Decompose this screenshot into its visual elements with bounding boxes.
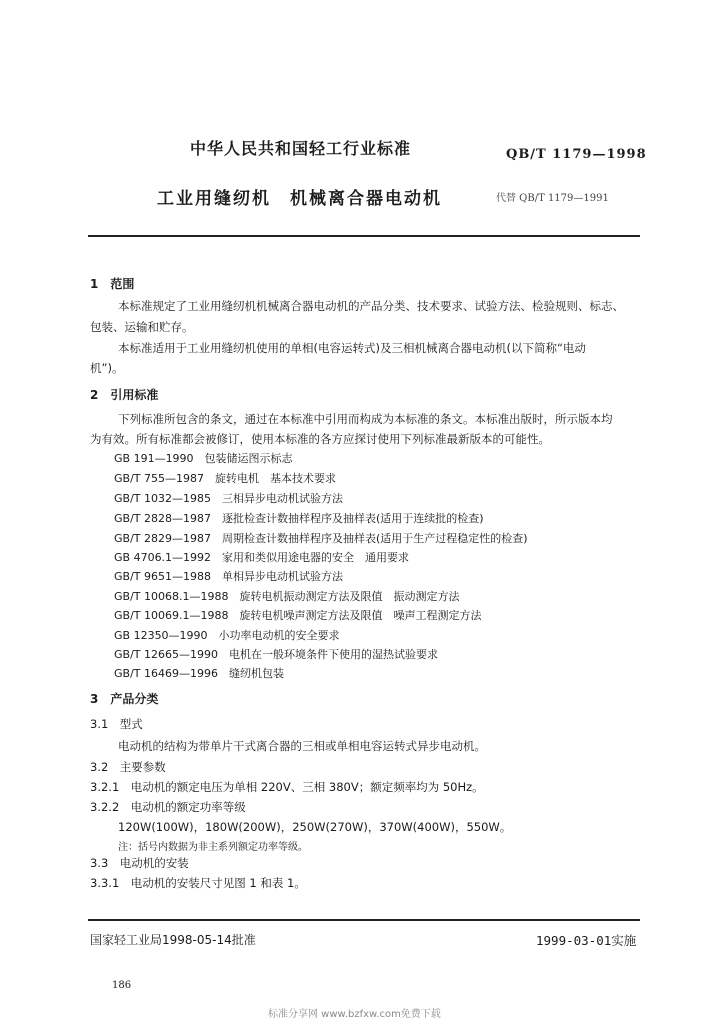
- org-title: 中华人民共和国轻工行业标准: [190, 139, 412, 158]
- clause-3-1: 3.1 型式: [90, 717, 143, 731]
- reference-item: GB/T 10068.1—1988 旋转电机振动测定方法及限值 振动测定方法: [114, 590, 460, 603]
- reference-item: GB 4706.1—1992 家用和类似用途电器的安全 通用要求: [114, 551, 410, 564]
- reference-item: GB/T 9651—1988 单相异步电动机试验方法: [114, 570, 343, 583]
- clause-3-2-2: 3.2.2 电动机的额定功率等级: [90, 800, 246, 814]
- reference-item: GB 191—1990 包装储运图示标志: [114, 452, 293, 465]
- section-3-heading: 3 产品分类: [90, 692, 159, 706]
- power-ratings-note: 注：括号内数据为非主系列额定功率等级。: [118, 842, 308, 853]
- reference-item: GB/T 1032—1985 三相异步电动机试验方法: [114, 492, 343, 505]
- section-2-heading: 2 引用标准: [90, 388, 159, 402]
- page-number: 186: [112, 980, 132, 991]
- clause-3-2-1: 3.2.1 电动机的额定电压为单相 220V、三相 380V；额定频率均为 50Hz。: [90, 780, 484, 794]
- power-ratings: 120W(100W)，180W(200W)，250W(270W)，370W(400W)，550W。: [118, 820, 512, 834]
- section-1-heading: 1 范围: [90, 277, 135, 291]
- reference-item: GB/T 2829—1987 周期检查计数抽样程序及抽样表(适用于生产过程稳定性的检查): [114, 532, 528, 545]
- clause-3-2: 3.2 主要参数: [90, 760, 166, 774]
- s1-para2-line2: 机”)。: [90, 361, 124, 375]
- watermark: 标准分享网 www.bzfxw.com免费下载: [268, 1009, 441, 1020]
- reference-item: GB/T 16469—1996 缝纫机包装: [114, 667, 284, 680]
- document-title: 工业用缝纫机 机械离合器电动机: [157, 189, 442, 209]
- clause-3-3: 3.3 电动机的安装: [90, 856, 189, 870]
- reference-item: GB 12350—1990 小功率电动机的安全要求: [114, 629, 340, 642]
- footer-rule: [88, 919, 640, 921]
- reference-item: GB/T 755—1987 旋转电机 基本技术要求: [114, 472, 336, 485]
- reference-item: GB/T 10069.1—1988 旋转电机噪声测定方法及限值 噪声工程测定方法: [114, 609, 482, 622]
- effective-date: 1999-03-01实施: [536, 933, 637, 948]
- clause-3-1-text: 电动机的结构为带单片干式离合器的三相或单相电容运转式异步电动机。: [118, 739, 486, 753]
- s1-para1-line2: 包装、运输和贮存。: [90, 320, 194, 334]
- s1-para2-line1: 本标准适用于工业用缝纫机使用的单相(电容运转式)及三相机械离合器电动机(以下简称“电动: [118, 341, 586, 355]
- standard-number: QB/T 1179—1998: [506, 147, 647, 162]
- reference-item: GB/T 2828—1987 逐批检查计数抽样程序及抽样表(适用于连续批的检查): [114, 512, 484, 525]
- s1-para1-line1: 本标准规定了工业用缝纫机机械离合器电动机的产品分类、技术要求、试验方法、检验规则、标志、: [118, 299, 624, 313]
- reference-item: GB/T 12665—1990 电机在一般环境条件下使用的湿热试验要求: [114, 648, 438, 661]
- s2-intro-line1: 下列标准所包含的条文，通过在本标准中引用而构成为本标准的条文。本标准出版时，所示版本均: [118, 412, 613, 426]
- clause-3-3-1: 3.3.1 电动机的安装尺寸见图 1 和表 1。: [90, 876, 306, 890]
- replaces-note: 代替 QB/T 1179—1991: [496, 193, 609, 204]
- s2-intro-line2: 为有效。所有标准都会被修订，使用本标准的各方应探讨使用下列标准最新版本的可能性。: [90, 432, 550, 446]
- header-rule: [88, 235, 640, 237]
- approval-note: 国家轻工业局1998-05-14批准: [90, 933, 256, 947]
